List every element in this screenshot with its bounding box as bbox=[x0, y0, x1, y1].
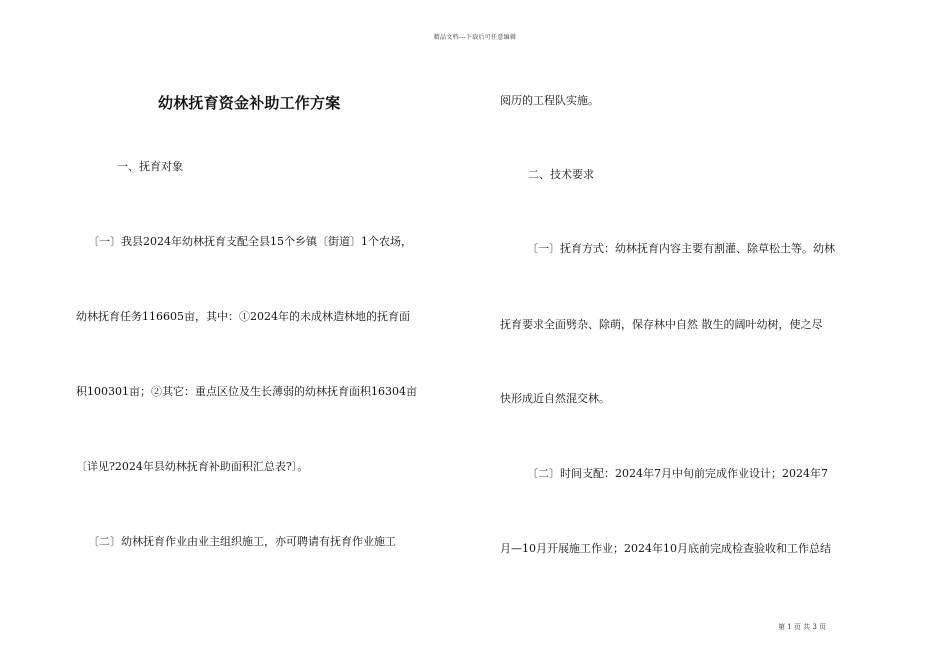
section-heading-requirements: 二、技术要求 bbox=[528, 168, 594, 181]
paragraph-line: 〔二〕幼林抚育作业由业主组织施工，亦可聘请有抚育作业施工 bbox=[88, 535, 396, 548]
page-number: 第 1 页 共 3 页 bbox=[778, 623, 827, 631]
paragraph-line: 〔二〕时间支配：2024年7月中旬前完成作业设计；2024年7 bbox=[527, 467, 828, 480]
section-heading-objects: 一、抚育对象 bbox=[117, 160, 183, 173]
paragraph-line: 月—10月开展施工作业；2024年10月底前完成检查验收和工作总结 bbox=[500, 542, 831, 555]
paragraph-line: 幼林抚育任务116605亩，其中：①2024年的未成林造林地的抚育面 bbox=[76, 310, 410, 323]
page-header-note: 精品文档---下载后可任意编辑 bbox=[433, 34, 517, 41]
paragraph-line: 〔一〕抚育方式：幼林抚育内容主要有割灌、除草松土等。幼林 bbox=[527, 242, 835, 255]
paragraph-line: 阅历的工程队实施。 bbox=[500, 94, 599, 107]
paragraph-line: 积100301亩；②其它：重点区位及生长薄弱的幼林抚育面积16304亩 bbox=[76, 385, 417, 398]
document-title: 幼林抚育资金补助工作方案 bbox=[158, 94, 341, 112]
paragraph-line: 〔详见?2024年县幼林抚育补助面积汇总表?〕。 bbox=[76, 460, 309, 473]
paragraph-line: 快形成近自然混交林。 bbox=[500, 392, 610, 405]
paragraph-line: 抚育要求全面劈杂、除萌，保存林中自然 散生的阔叶幼树，使之尽 bbox=[500, 318, 823, 331]
paragraph-line: 〔一〕我县2024年幼林抚育支配全县15个乡镇〔街道〕1个农场， bbox=[88, 235, 412, 248]
